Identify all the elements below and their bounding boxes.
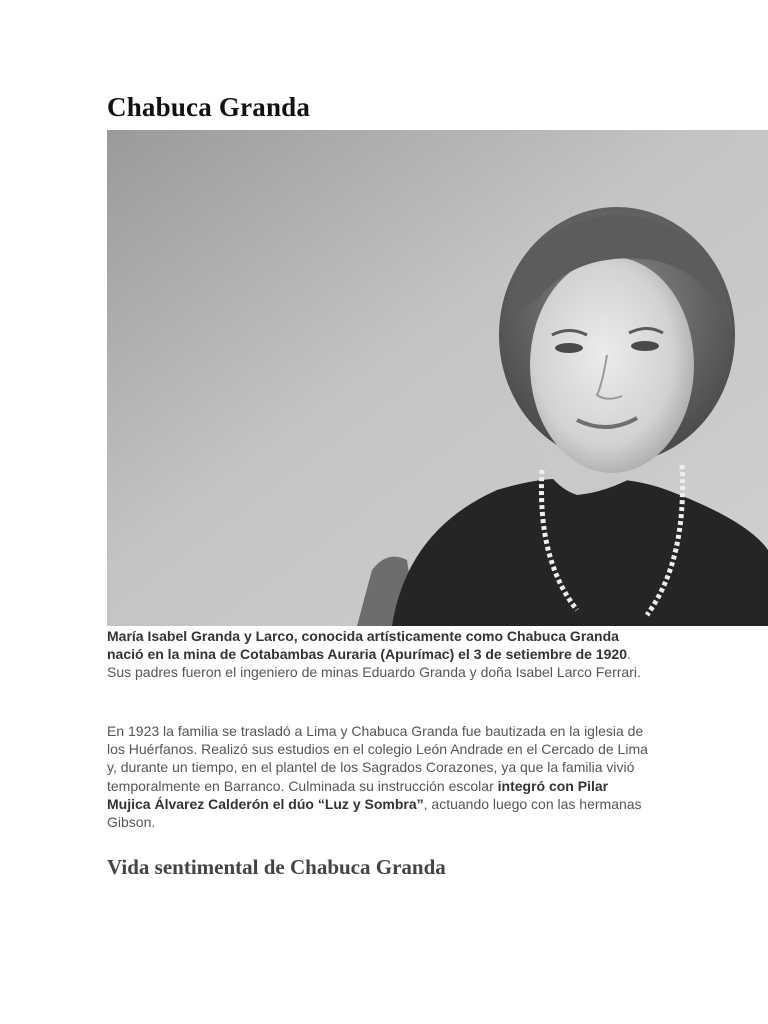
paragraph-birth-text: . Sus padres fueron el ingeniero de minas Eduardo Granda y doña Isabel Larco Ferrari. [107, 646, 641, 681]
portrait-photo-icon [107, 130, 768, 626]
paragraph-childhood [107, 722, 652, 831]
paragraph-childhood-tail: , actuando luego con las hermanas Gibson. [107, 795, 642, 831]
section-title: Vida sentimental de Chabuca Granda [107, 855, 446, 879]
paragraph-childhood-bold: integró con Pilar Mujica Álvarez Calderón el dúo “Luz y Sombra” [107, 777, 609, 812]
paragraph-birth-bold: María Isabel Granda y Larco, conocida artísticamente como Chabuca Granda nació en la mina de Cotabambas Auraria (Apurímac) el 3 de setiembre de 1920 [107, 628, 628, 663]
paragraph-birth [107, 627, 652, 682]
page-title: Chabuca Granda [107, 92, 311, 122]
paragraph-childhood-text: En 1923 la familia se trasladó a Lima y Chabuca Granda fue bautizada en la iglesia de los Huérfanos. Realizó sus estudios en el colegio León Andrade en el Cercado de Lima y, durante un tiempo, en el plantel de los Sagrados Corazones, ya que la familia vivió temporalmente en Barranco. Culminada su instrucción escolar [107, 723, 648, 794]
portrait-photo [107, 130, 768, 626]
